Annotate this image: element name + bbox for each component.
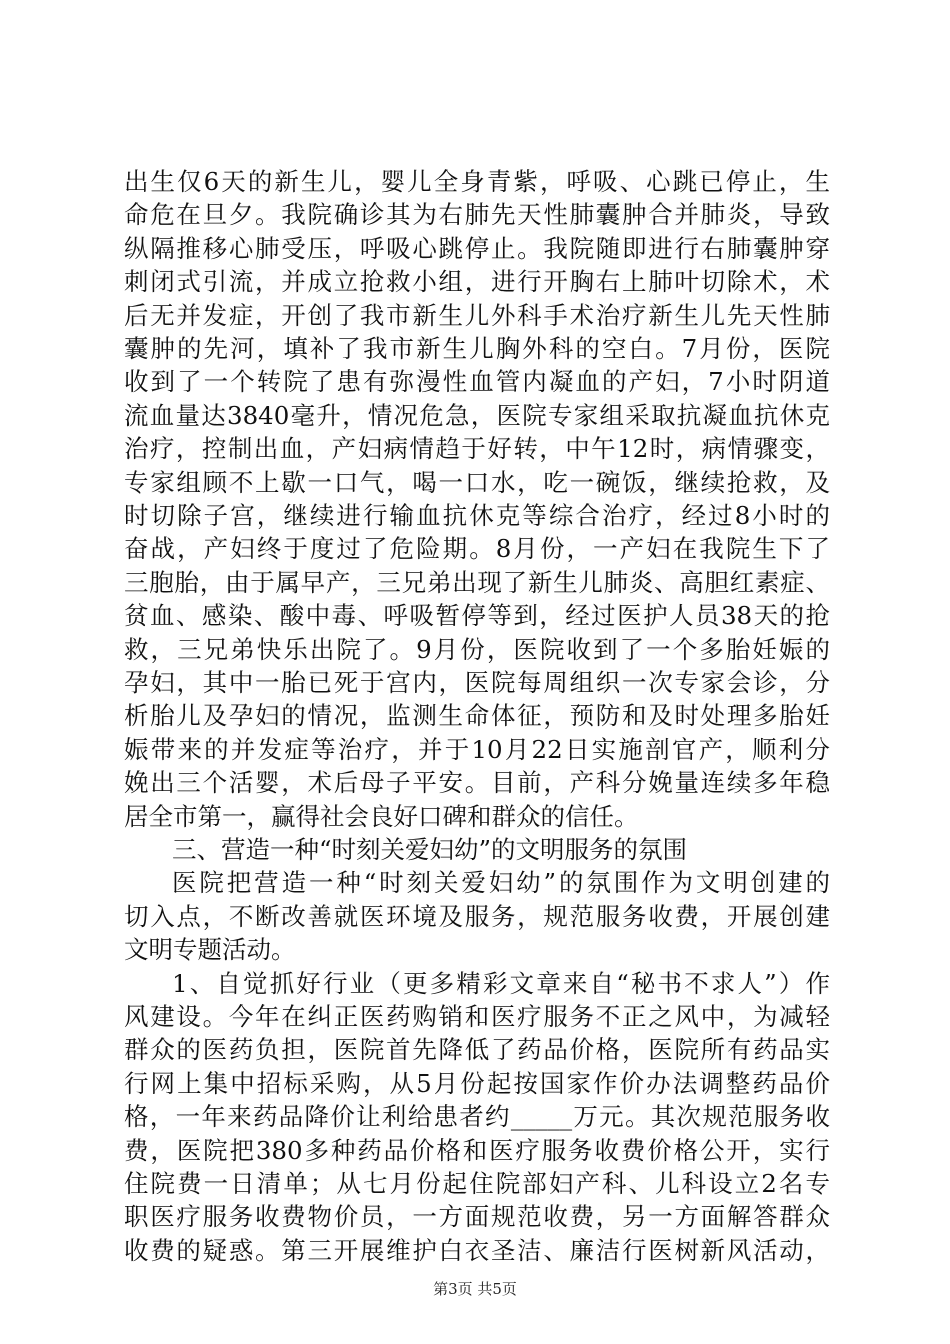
text-line: 流血量达3840毫升，情况危急，医院专家组采取抗凝血抗休克 <box>124 400 830 430</box>
text-line: 收到了一个转院了患有弥漫性血管内凝血的产妇，7小时阴道 <box>124 367 830 397</box>
text-line: 囊肿的先河，填补了我市新生儿胸外科的空白。7月份，医院 <box>124 334 830 363</box>
text-line: 职医疗服务收费物价员，一方面规范收费，另一方面解答群众 <box>124 1202 830 1232</box>
text-line: 出生仅6天的新生儿，婴儿全身青紫，呼吸、心跳已停止，生 <box>124 167 830 196</box>
text-line: 费，医院把380多种药品价格和医疗服务收费价格公开，实行 <box>124 1135 830 1165</box>
text-line: 行网上集中招标采购，从5月份起按国家作价办法调整药品价 <box>124 1068 830 1098</box>
text-line: 文明专题活动。 <box>124 935 296 965</box>
text-line: 风建设。今年在纠正医药购销和医疗服务不正之风中，为减轻 <box>124 1002 830 1031</box>
text-line: 娠带来的并发症等治疗，并于10月22日实施剖官产，顺利分 <box>124 734 830 764</box>
text-line: 救，三兄弟快乐出院了。9月份，医院收到了一个多胎妊娠的 <box>124 634 830 664</box>
text-line: 专家组顾不上歇一口气，喝一口水，吃一碗饭，继续抢救，及 <box>124 467 830 497</box>
text-line: 收费的疑惑。第三开展维护白衣圣洁、廉洁行医树新风活动， <box>124 1235 830 1265</box>
paragraph-first-line: 医院把营造一种“时刻关爱妇幼”的氛围作为文明创建的 <box>172 868 830 898</box>
text-line: 切入点，不断改善就医环境及服务，规范服务收费，开展创建 <box>124 901 830 931</box>
text-line: 后无并发症，开创了我市新生儿外科手术治疗新生儿先天性肺 <box>124 300 830 330</box>
text-line: 三胞胎，由于属早产，三兄弟出现了新生儿肺炎、高胆红素症、 <box>124 567 830 597</box>
page-number: 第3页 共5页 <box>433 1280 517 1298</box>
text-line: 住院费一日清单；从七月份起住院部妇产科、儿科设立2名专 <box>124 1169 830 1198</box>
text-line: 格，一年来药品降价让利给患者约_____万元。其次规范服务收 <box>124 1102 830 1132</box>
text-line: 命危在旦夕。我院确诊其为右肺先天性肺囊肿合并肺炎，导致 <box>124 200 830 230</box>
text-line: 时切除子宫，继续进行输血抗休克等综合治疗，经过8小时的 <box>124 501 830 530</box>
text-line: 刺闭式引流，并成立抢救小组，进行开胸右上肺叶切除术，术 <box>124 267 830 297</box>
text-line: 奋战，产妇终于度过了危险期。8月份，一产妇在我院生下了 <box>124 534 830 564</box>
text-line: 贫血、感染、酸中毒、呼吸暂停等到，经过医护人员38天的抢 <box>124 601 830 631</box>
text-line: 孕妇，其中一胎已死于宫内，医院每周组织一次专家会诊，分 <box>124 668 830 697</box>
section-heading: 三、营造一种“时刻关爱妇幼”的文明服务的氛围 <box>172 835 688 864</box>
text-line: 群众的医药负担，医院首先降低了药品价格，医院所有药品实 <box>124 1035 830 1065</box>
paragraph-first-line: 1、自觉抓好行业（更多精彩文章来自“秘书不求人”）作 <box>172 968 830 998</box>
text-line: 析胎儿及孕妇的情况，监测生命体征，预防和及时处理多胎妊 <box>124 701 830 731</box>
text-line: 治疗，控制出血，产妇病情趋于好转，中午12时，病情骤变， <box>124 434 830 464</box>
text-line: 纵隔推移心肺受压，呼吸心跳停止。我院随即进行右肺囊肿穿 <box>124 233 830 263</box>
text-line: 娩出三个活婴，术后母子平安。目前，产科分娩量连续多年稳 <box>124 768 830 798</box>
text-line: 居全市第一，赢得社会良好口碑和群众的信任。 <box>124 801 639 831</box>
page-footer <box>0 1278 950 1300</box>
